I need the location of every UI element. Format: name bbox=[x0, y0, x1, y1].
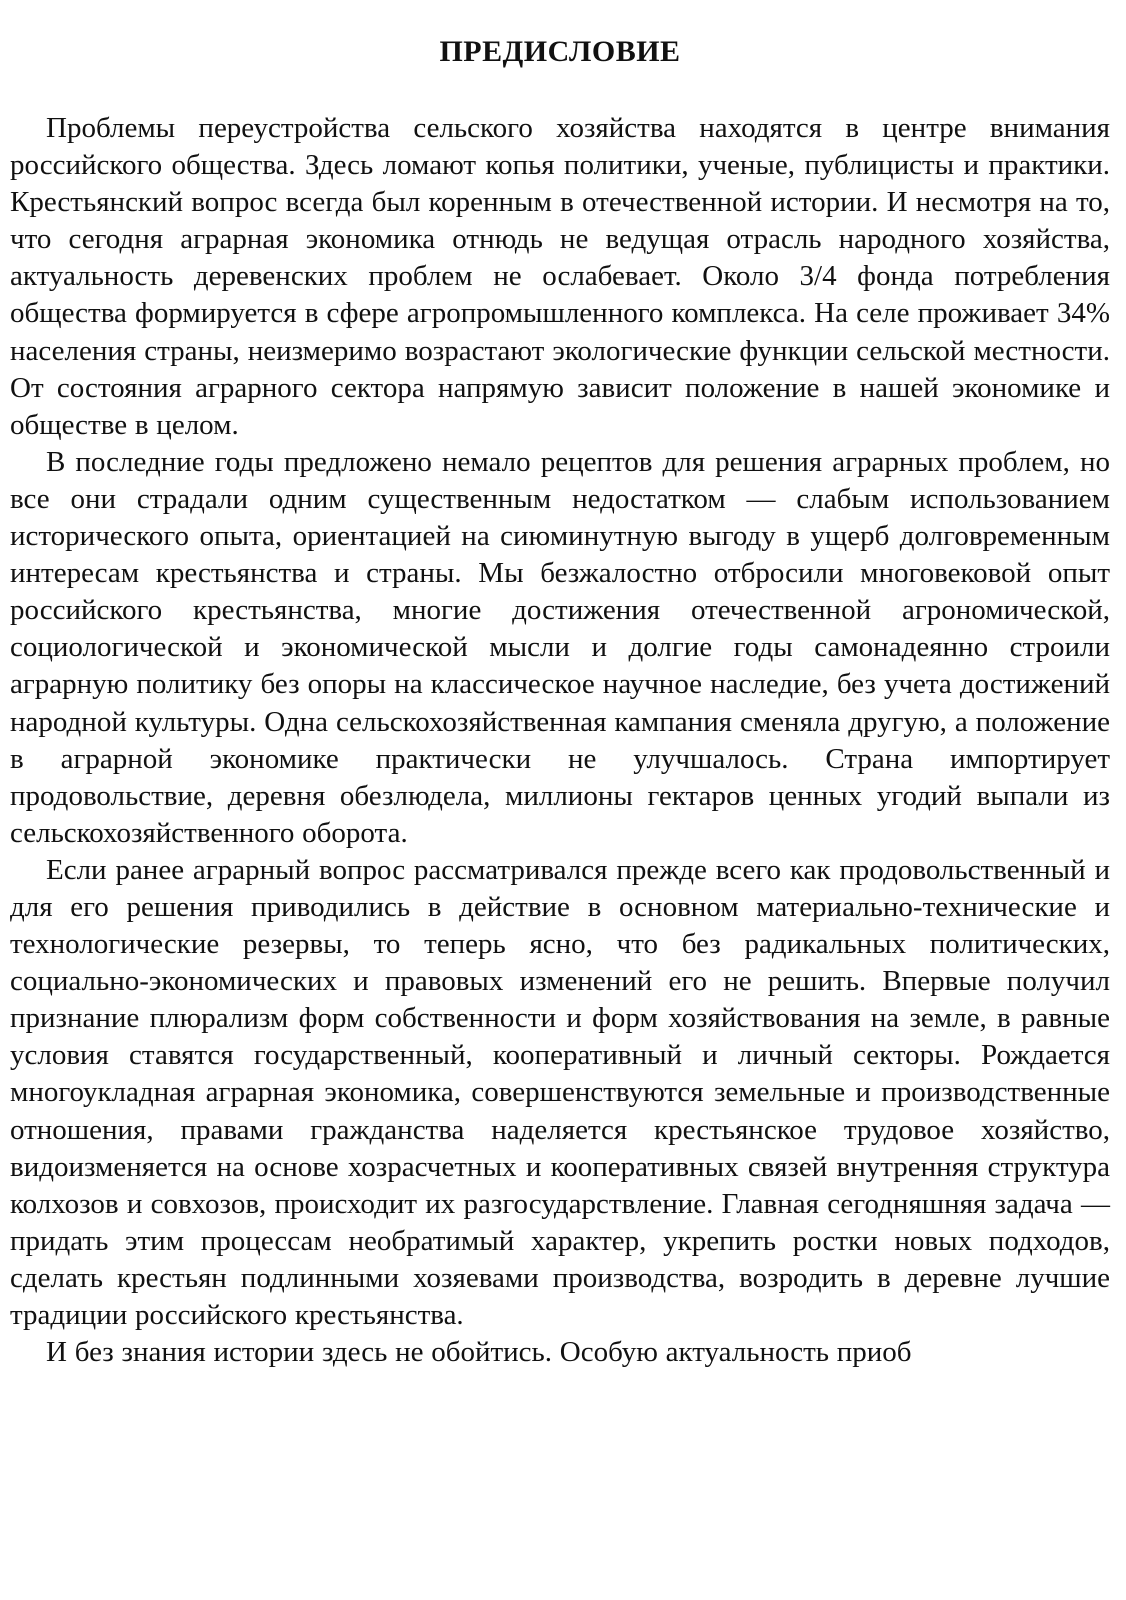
paragraph: Если ранее аграрный вопрос рассматривался прежде всего как продовольственный и для его решения приводились в действие в основном материально-технические и технологические резервы, то теперь ясно, что без радикальных политических, социально-экономических и правовых изменений его не решить. Впервые получил признание плюрализм форм собственности и форм хозяйствования на земле, в равные условия ставятся государственный, кооперативный и личный секторы. Рождается многоукладная аграрная экономика, совершенствуются земельные и производственные отношения, правами гражданства наделяется крестьянское трудовое хозяйство, видоизменяется на основе хозрасчетных и кооперативных связей внутренняя структура колхозов и совхозов, происходит их разгосударствление. Главная сегодняшняя задача — придать этим процессам необратимый характер, укрепить ростки новых подходов, сделать крестьян подлинными хозяевами производства, возродить в деревне лучшие традиции российского крестьянства. bbox=[10, 853, 1110, 1331]
page-title: ПРЕДИСЛОВИЕ bbox=[439, 35, 681, 68]
paragraph: Проблемы переустройства сельского хозяйства находятся в центре внимания российского общества. Здесь ломают копья политики, ученые, публицисты и практики. Крестьянский вопрос всегда был коренным в отечественной истории. И несмотря на то, что сегодня аграрная экономика отнюдь не ведущая отрасль народного хозяйства, актуальность деревенских проблем не ослабевает. Около 3/4 фонда потребления общества формируется в сфере агропромышленного комплекса. На селе проживает 34% населения страны, неизмеримо возрастают экологические функции сельской местности. От состояния аграрного сектора напрямую зависит положение в нашей экономике и обществе в целом. bbox=[10, 112, 1110, 441]
paragraph: И без знания истории здесь не обойтись. Особую актуальность приоб bbox=[46, 1336, 912, 1369]
paragraph: В последние годы предложено немало рецептов для решения аграрных проблем, но все они страдали одним существенным недостатком — слабым использованием исторического опыта, ориентацией на сиюминутную выгоду в ущерб долговременным интересам крестьянства и страны. Мы безжалостно отбросили многовековой опыт российского крестьянства, многие достижения отечественной агрономической, социологической и экономической мысли и долгие годы самонадеянно строили аграрную политику без опоры на классическое научное наследие, без учета достижений народной культуры. Одна сельскохозяйственная кампания сменяла другую, а положение в аграрной экономике практически не улучшалось. Страна импортирует продовольствие, деревня обезлюдела, миллионы гектаров ценных угодий выпали из сельскохозяйственного оборота. bbox=[10, 445, 1110, 849]
